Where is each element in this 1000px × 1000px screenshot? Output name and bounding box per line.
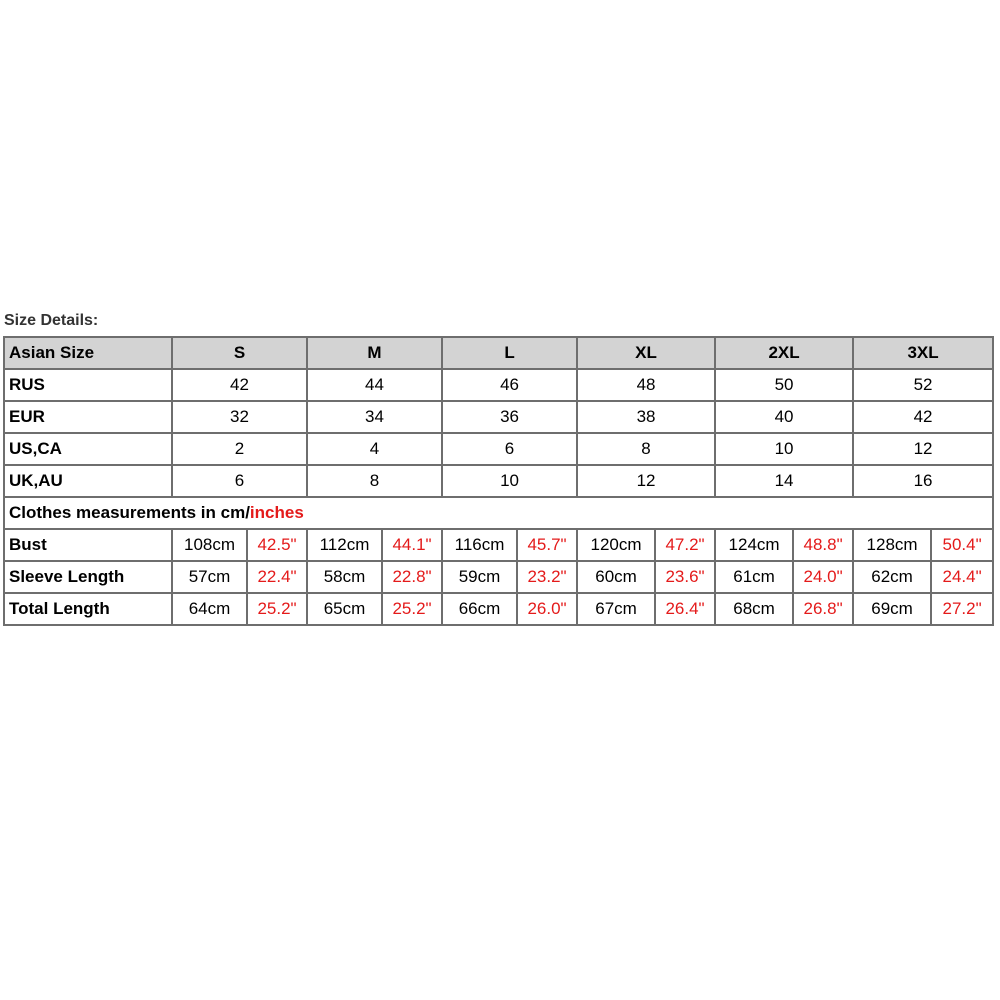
table-cell: 4 xyxy=(307,433,442,465)
cm-cell: 60cm xyxy=(577,561,655,593)
inch-cell: 26.4" xyxy=(655,593,715,625)
size-details-title: Size Details: xyxy=(4,312,99,329)
inch-cell: 24.4" xyxy=(931,561,993,593)
cm-cell: 61cm xyxy=(715,561,793,593)
inch-cell: 24.0" xyxy=(793,561,853,593)
table-row-us-ca xyxy=(4,433,993,465)
header-label: Asian Size xyxy=(4,337,172,369)
row-label: EUR xyxy=(4,401,172,433)
table-cell: 10 xyxy=(442,465,577,497)
table-cell: 8 xyxy=(307,465,442,497)
size-header-m: M xyxy=(307,337,442,369)
row-label: UK,AU xyxy=(4,465,172,497)
cm-cell: 66cm xyxy=(442,593,517,625)
inch-cell: 45.7" xyxy=(517,529,577,561)
size-header-l: L xyxy=(442,337,577,369)
row-label: Sleeve Length xyxy=(4,561,172,593)
table-cell: 42 xyxy=(172,369,307,401)
table-cell: 32 xyxy=(172,401,307,433)
inch-cell: 42.5" xyxy=(247,529,307,561)
inch-cell: 26.8" xyxy=(793,593,853,625)
size-header-row xyxy=(4,337,993,369)
inch-cell: 44.1" xyxy=(382,529,442,561)
cm-cell: 108cm xyxy=(172,529,247,561)
table-cell: 46 xyxy=(442,369,577,401)
table-cell: 12 xyxy=(853,433,993,465)
inch-cell: 22.4" xyxy=(247,561,307,593)
table-cell: 6 xyxy=(442,433,577,465)
table-cell: 36 xyxy=(442,401,577,433)
cm-cell: 112cm xyxy=(307,529,382,561)
cm-cell: 68cm xyxy=(715,593,793,625)
row-label: Bust xyxy=(4,529,172,561)
table-row-total-length xyxy=(4,593,993,625)
note-prefix: Clothes measurements in cm/ xyxy=(9,503,250,522)
size-header-s: S xyxy=(172,337,307,369)
cm-cell: 59cm xyxy=(442,561,517,593)
table-row-uk-au xyxy=(4,465,993,497)
cm-cell: 62cm xyxy=(853,561,931,593)
inch-cell: 25.2" xyxy=(247,593,307,625)
table-cell: 38 xyxy=(577,401,715,433)
cm-cell: 67cm xyxy=(577,593,655,625)
cm-cell: 64cm xyxy=(172,593,247,625)
row-label: US,CA xyxy=(4,433,172,465)
inch-cell: 50.4" xyxy=(931,529,993,561)
size-chart-table xyxy=(3,336,994,626)
table-row-sleeve-length xyxy=(4,561,993,593)
inch-cell: 26.0" xyxy=(517,593,577,625)
cm-cell: 124cm xyxy=(715,529,793,561)
cm-cell: 120cm xyxy=(577,529,655,561)
table-cell: 2 xyxy=(172,433,307,465)
measurement-note-row xyxy=(4,497,993,529)
row-label: RUS xyxy=(4,369,172,401)
measurement-note xyxy=(4,497,993,529)
table-cell: 34 xyxy=(307,401,442,433)
table-cell: 44 xyxy=(307,369,442,401)
inch-cell: 48.8" xyxy=(793,529,853,561)
cm-cell: 65cm xyxy=(307,593,382,625)
inch-cell: 25.2" xyxy=(382,593,442,625)
inch-cell: 47.2" xyxy=(655,529,715,561)
size-header-3xl: 3XL xyxy=(853,337,993,369)
table-cell: 14 xyxy=(715,465,853,497)
table-cell: 40 xyxy=(715,401,853,433)
table-cell: 6 xyxy=(172,465,307,497)
table-cell: 48 xyxy=(577,369,715,401)
table-cell: 8 xyxy=(577,433,715,465)
note-highlight: inches xyxy=(249,503,304,522)
table-cell: 16 xyxy=(853,465,993,497)
table-cell: 10 xyxy=(715,433,853,465)
table-row-bust xyxy=(4,529,993,561)
inch-cell: 27.2" xyxy=(931,593,993,625)
cm-cell: 57cm xyxy=(172,561,247,593)
table-cell: 52 xyxy=(853,369,993,401)
cm-cell: 69cm xyxy=(853,593,931,625)
table-row-rus xyxy=(4,369,993,401)
cm-cell: 116cm xyxy=(442,529,517,561)
inch-cell: 23.6" xyxy=(655,561,715,593)
cm-cell: 58cm xyxy=(307,561,382,593)
table-cell: 42 xyxy=(853,401,993,433)
inch-cell: 22.8" xyxy=(382,561,442,593)
table-row-eur xyxy=(4,401,993,433)
size-header-xl: XL xyxy=(577,337,715,369)
inch-cell: 23.2" xyxy=(517,561,577,593)
table-cell: 50 xyxy=(715,369,853,401)
cm-cell: 128cm xyxy=(853,529,931,561)
table-cell: 12 xyxy=(577,465,715,497)
row-label: Total Length xyxy=(4,593,172,625)
size-header-2xl: 2XL xyxy=(715,337,853,369)
